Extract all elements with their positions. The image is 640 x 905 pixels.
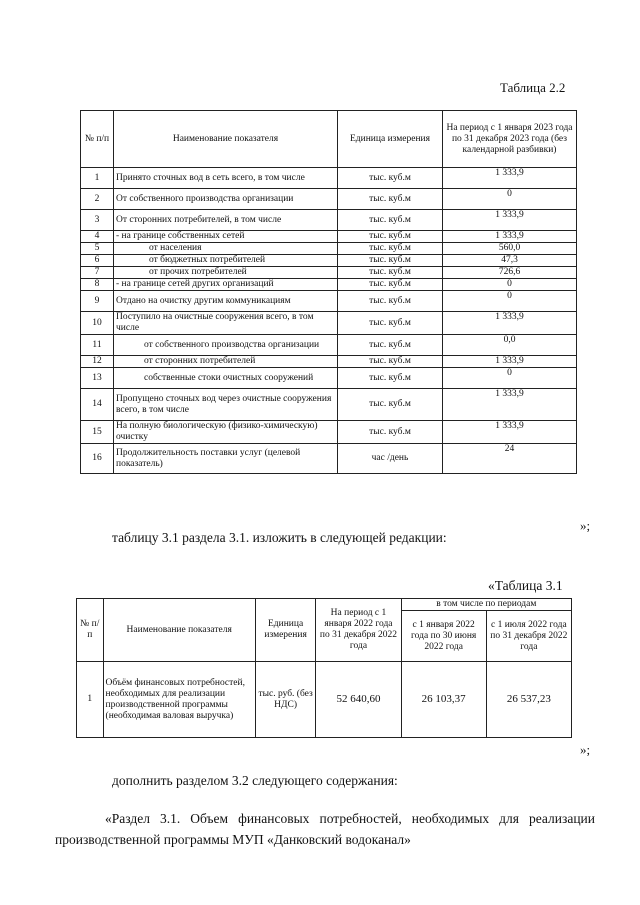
table-row xyxy=(77,662,572,738)
row-unit: тыс. куб.м xyxy=(338,255,443,267)
row-name: Пропущено сточных вод через очистные сооружения всего, в том числе xyxy=(114,389,338,421)
row-h2: 26 537,23 xyxy=(486,662,571,738)
table-2-2-closing: »; xyxy=(580,518,591,533)
row-unit: тыс. куб.м xyxy=(338,312,443,335)
row-unit: час /день xyxy=(338,444,443,474)
header-period: На период с 1 января 2022 года по 31 декабря 2022 года xyxy=(316,599,401,662)
row-name: от собственного производства организации xyxy=(114,335,338,356)
row-num: 2 xyxy=(81,189,114,210)
table-2-2-caption: Таблица 2.2 xyxy=(500,80,566,95)
header-num: № п/п xyxy=(81,111,114,168)
row-unit: тыс. куб.м xyxy=(338,279,443,291)
row-unit: тыс. куб.м xyxy=(338,389,443,421)
row-unit: тыс. куб.м xyxy=(338,267,443,279)
row-unit: тыс. куб.м xyxy=(338,243,443,255)
row-value: 0 xyxy=(443,291,577,312)
header-name: Наименование показателя xyxy=(114,111,338,168)
row-value: 1 333,9 xyxy=(443,168,577,189)
row-name: - на границе сетей других организаций xyxy=(114,279,338,291)
row-unit: тыс. куб.м xyxy=(338,335,443,356)
row-value: 47,3 xyxy=(443,255,577,267)
paragraph-section-3-2-intro: дополнить разделом 3.2 следующего содержания: xyxy=(112,773,398,788)
row-value: 0 xyxy=(443,189,577,210)
paragraph-section-3-1 xyxy=(55,808,595,850)
row-value: 726,6 xyxy=(443,267,577,279)
header-name: Наименование показателя xyxy=(103,599,255,662)
table-row xyxy=(81,168,577,189)
row-name: - на границе собственных сетей xyxy=(114,231,338,243)
table-row xyxy=(81,368,577,389)
row-num: 16 xyxy=(81,444,114,474)
header-period-h1: с 1 января 2022 года по 30 июня 2022 года xyxy=(401,611,486,662)
table-row xyxy=(81,421,577,444)
table-row xyxy=(81,231,577,243)
row-value: 1 333,9 xyxy=(443,231,577,243)
row-unit: тыс. руб. (без НДС) xyxy=(255,662,316,738)
table-row xyxy=(81,243,577,255)
table-header-row xyxy=(81,111,577,168)
table-row xyxy=(81,335,577,356)
header-num: № п/п xyxy=(77,599,104,662)
row-num: 1 xyxy=(81,168,114,189)
row-h1: 26 103,37 xyxy=(401,662,486,738)
section-3-1-text: «Раздел 3.1. Объем финансовых потребностей, необходимых для реализации производственной программы МУП «Данковский водоканал» xyxy=(55,811,595,847)
table-row xyxy=(81,210,577,231)
row-num: 15 xyxy=(81,421,114,444)
row-name: Поступило на очистные сооружения всего, в том числе xyxy=(114,312,338,335)
table-2-2 xyxy=(80,110,577,474)
row-num: 9 xyxy=(81,291,114,312)
row-num: 12 xyxy=(81,356,114,368)
row-name: Принято сточных вод в сеть всего, в том числе xyxy=(114,168,338,189)
row-name: Объём финансовых потребностей, необходимых для реализации производственной программы (необходимая валовая выручка) xyxy=(103,662,255,738)
row-name: Отдано на очистку другим коммуникациям xyxy=(114,291,338,312)
row-value: 0,0 xyxy=(443,335,577,356)
table-3-1-caption: «Таблица 3.1 xyxy=(488,578,563,593)
table-row xyxy=(81,356,577,368)
row-value: 1 333,9 xyxy=(443,389,577,421)
row-value: 0 xyxy=(443,279,577,291)
row-unit: тыс. куб.м xyxy=(338,356,443,368)
header-period-h2: с 1 июля 2022 года по 31 декабря 2022 года xyxy=(486,611,571,662)
table-row xyxy=(81,189,577,210)
row-num: 7 xyxy=(81,267,114,279)
table-3-1 xyxy=(76,598,572,738)
row-name: На полную биологическую (физико-химическую) очистку xyxy=(114,421,338,444)
header-unit: Единица измерения xyxy=(338,111,443,168)
row-name: от населения xyxy=(114,243,338,255)
table-row xyxy=(81,267,577,279)
row-num: 6 xyxy=(81,255,114,267)
row-name: собственные стоки очистных сооружений xyxy=(114,368,338,389)
header-unit: Единица измерения xyxy=(255,599,316,662)
row-value: 1 333,9 xyxy=(443,210,577,231)
table-row xyxy=(81,389,577,421)
header-period: На период с 1 января 2023 года по 31 декабря 2023 года (без календарной разбивки) xyxy=(443,111,577,168)
row-value: 1 333,9 xyxy=(443,312,577,335)
paragraph-table-3-1-intro: таблицу 3.1 раздела 3.1. изложить в следующей редакции: xyxy=(112,530,447,545)
row-name: От собственного производства организации xyxy=(114,189,338,210)
table-header-row xyxy=(77,599,572,611)
row-name: от бюджетных потребителей xyxy=(114,255,338,267)
row-unit: тыс. куб.м xyxy=(338,231,443,243)
row-unit: тыс. куб.м xyxy=(338,189,443,210)
row-value: 24 xyxy=(443,444,577,474)
header-subgroup: в том числе по периодам xyxy=(401,599,571,611)
row-value: 1 333,9 xyxy=(443,356,577,368)
row-num: 10 xyxy=(81,312,114,335)
table-row xyxy=(81,279,577,291)
row-unit: тыс. куб.м xyxy=(338,421,443,444)
row-unit: тыс. куб.м xyxy=(338,368,443,389)
row-num: 4 xyxy=(81,231,114,243)
row-num: 11 xyxy=(81,335,114,356)
row-name: от прочих потребителей xyxy=(114,267,338,279)
row-value: 1 333,9 xyxy=(443,421,577,444)
row-value: 560,0 xyxy=(443,243,577,255)
row-name: от сторонних потребителей xyxy=(114,356,338,368)
row-num: 8 xyxy=(81,279,114,291)
row-unit: тыс. куб.м xyxy=(338,210,443,231)
row-value: 0 xyxy=(443,368,577,389)
table-row xyxy=(81,312,577,335)
row-unit: тыс. куб.м xyxy=(338,168,443,189)
row-name: Продолжительность поставки услуг (целевой показатель) xyxy=(114,444,338,474)
table-row xyxy=(81,444,577,474)
table-row xyxy=(81,291,577,312)
row-name: От сторонних потребителей, в том числе xyxy=(114,210,338,231)
row-num: 1 xyxy=(77,662,104,738)
row-num: 13 xyxy=(81,368,114,389)
row-num: 5 xyxy=(81,243,114,255)
table-3-1-closing: »; xyxy=(580,742,591,757)
row-num: 14 xyxy=(81,389,114,421)
table-row xyxy=(81,255,577,267)
row-unit: тыс. куб.м xyxy=(338,291,443,312)
row-total: 52 640,60 xyxy=(316,662,401,738)
row-num: 3 xyxy=(81,210,114,231)
